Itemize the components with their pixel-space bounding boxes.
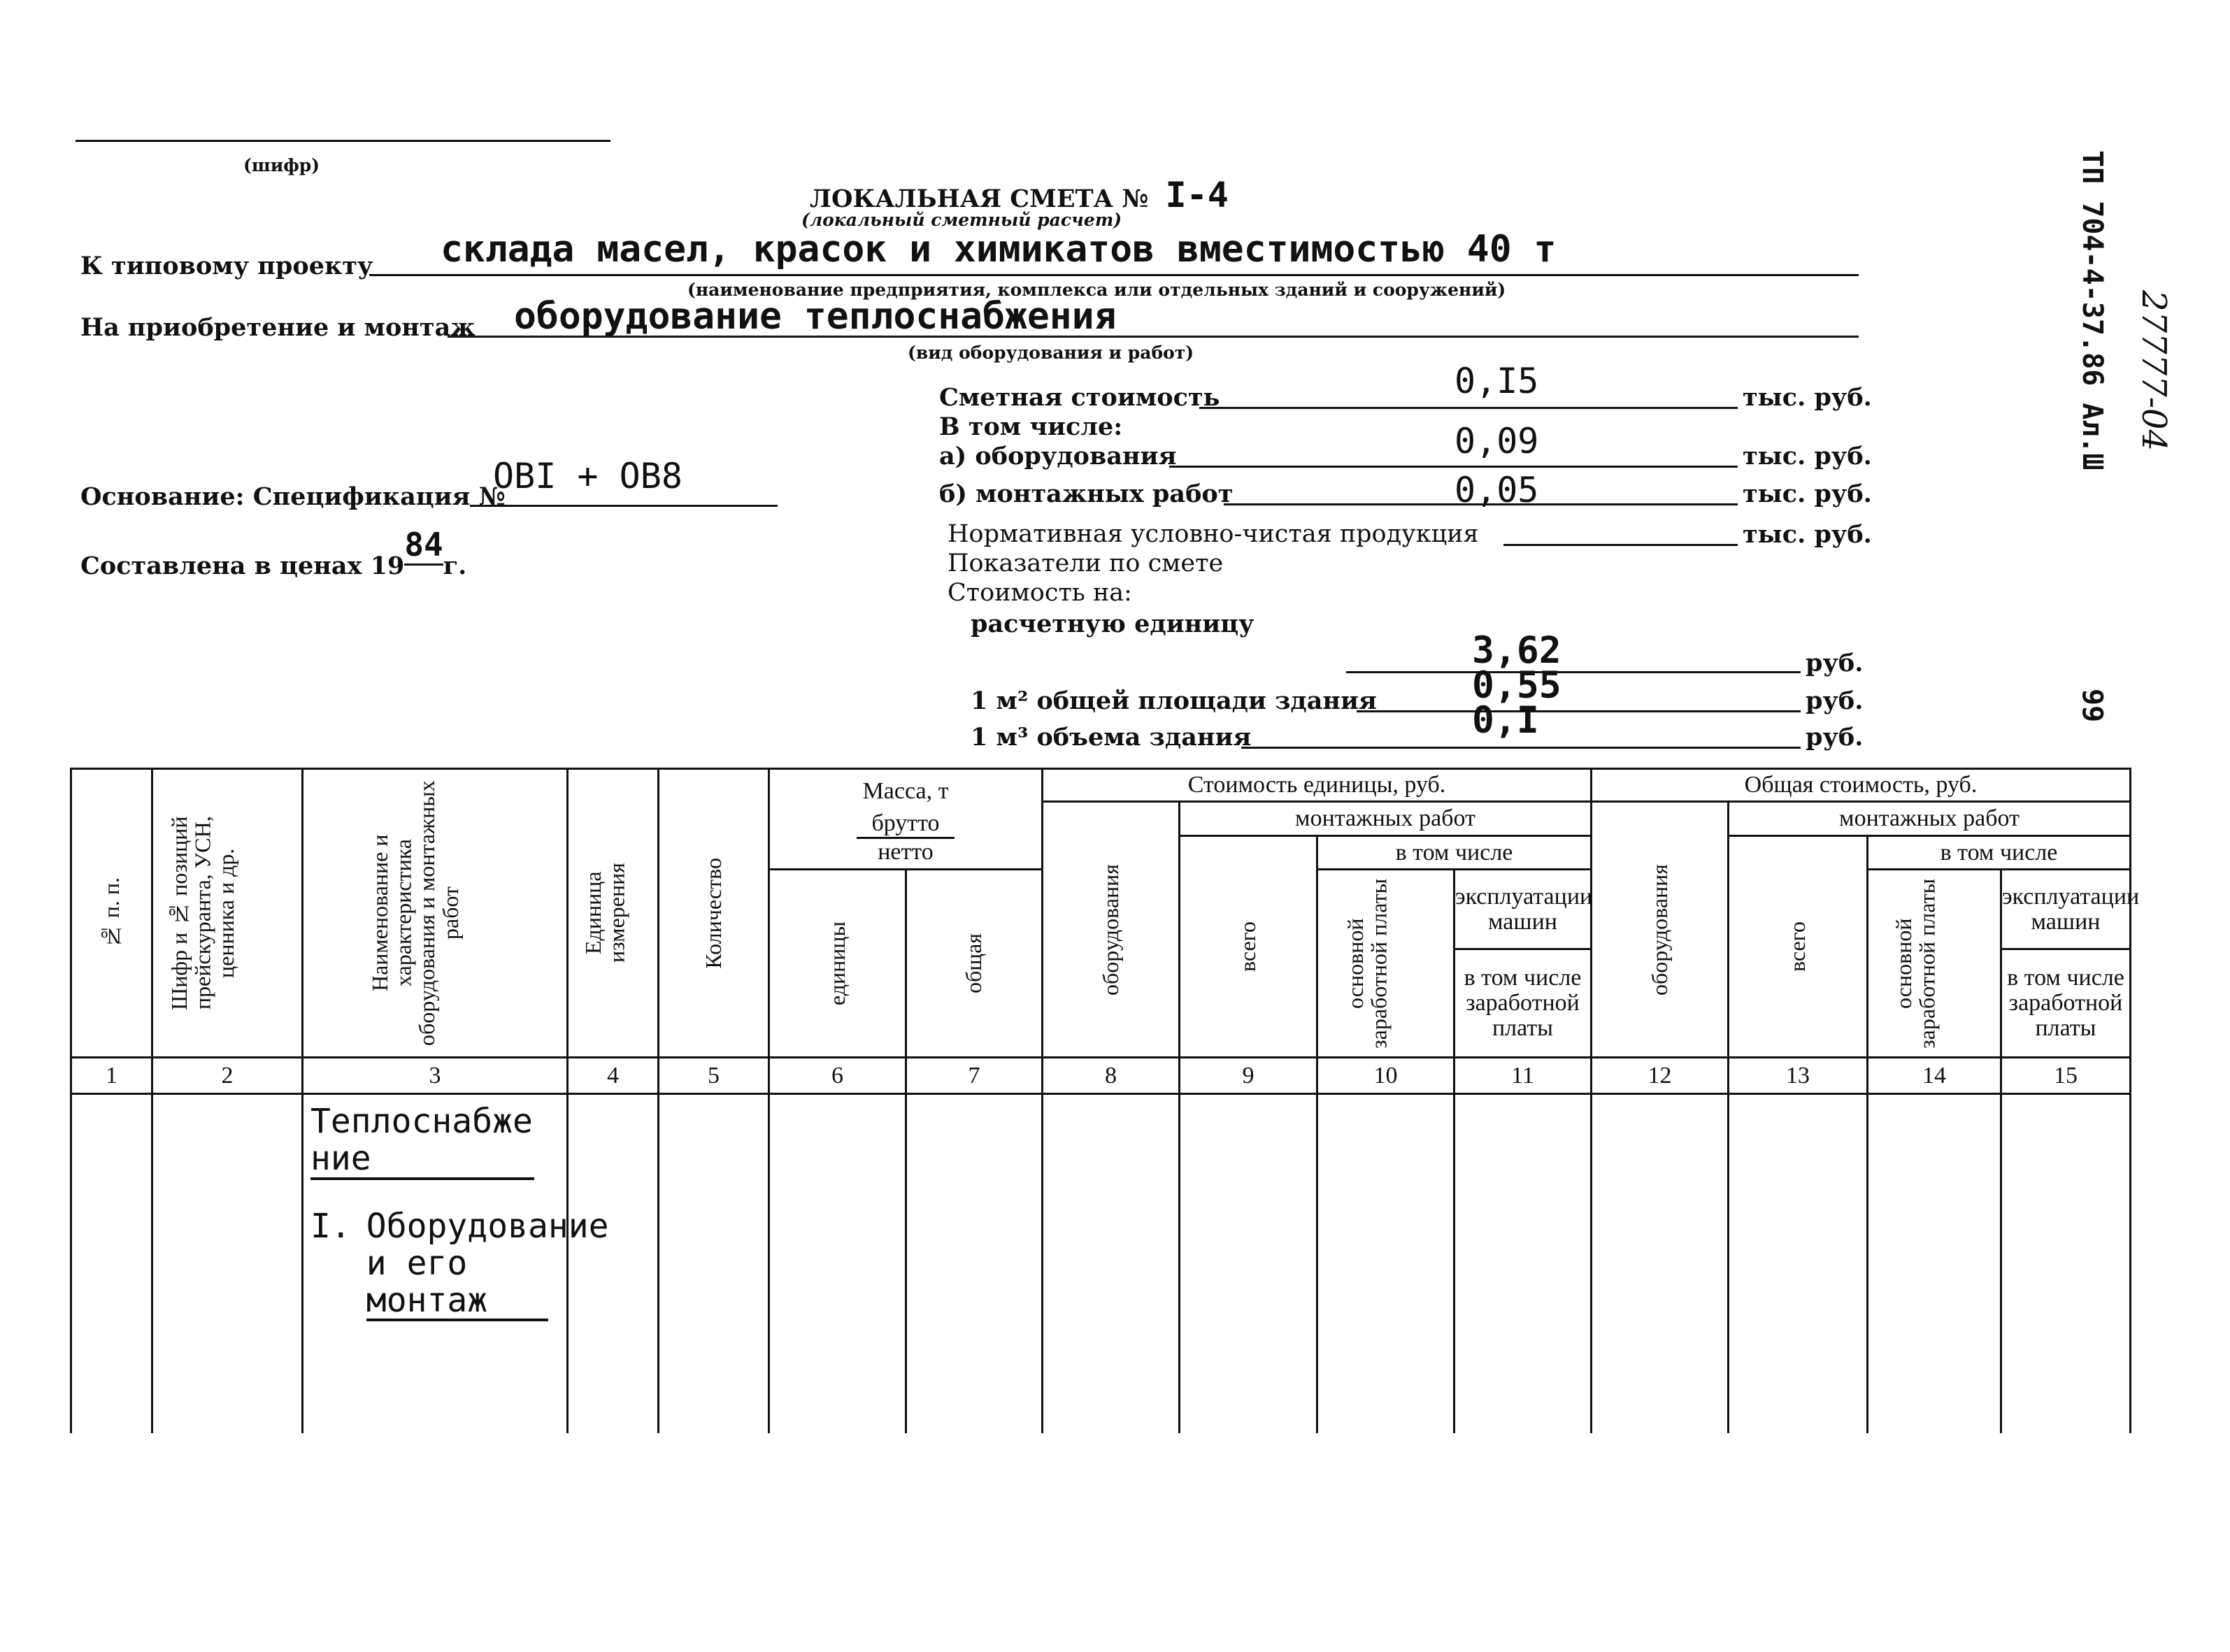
col-number: 2 (152, 1057, 303, 1094)
header-total-machine: эксплуатации машин (2001, 870, 2131, 949)
col-number: 6 (769, 1057, 906, 1094)
side-stamp-page: 99 (2076, 689, 2108, 723)
header-unit: Единица измерения (568, 769, 659, 1058)
purchase-caption: (вид оборудования и работ) (908, 343, 1194, 363)
purchase-value: оборудование теплоснабжения (514, 295, 1117, 338)
equipment-value: 0,09 (1454, 421, 1539, 461)
section-1-number: I. (310, 1207, 351, 1246)
installation-label: б) монтажных работ (939, 480, 1234, 508)
header-unit-incl: в том числе (1317, 835, 1592, 870)
prices-prefix: Составлена в ценах 19 (80, 552, 405, 580)
header-total-base-salary: основной заработной платы (1868, 870, 2001, 1057)
project-line (369, 274, 1859, 276)
estimate-table (70, 768, 2140, 1433)
section-title: Теплоснабжение (310, 1103, 534, 1180)
header-total-incl-salary: в том числе заработной платы (2001, 949, 2131, 1057)
header-name: Наименование и характеристика оборудования и монтажных работ (303, 769, 568, 1058)
column-number-row (71, 1057, 2131, 1094)
per-unit-value: 3,62 (1472, 629, 1561, 672)
per-unit-label: расчетную единицу (971, 610, 1255, 638)
header-cipher: Шифр и № позиций прейскуранта, УСН, ценника и др. (152, 769, 303, 1058)
section-1-text: Оборудование и его монтаж (366, 1208, 548, 1321)
basis-line (470, 505, 778, 507)
equipment-line (1169, 466, 1738, 468)
installation-value: 0,05 (1454, 470, 1539, 510)
header-total-equipment: оборудования (1592, 802, 1729, 1057)
normative-label: Нормативная условно-чистая продукция (948, 520, 1479, 548)
header-total-incl: в том числе (1868, 835, 2131, 870)
cost-per-label: Стоимость на: (948, 579, 1132, 607)
project-label: К типовому проекту (80, 252, 373, 280)
col-number: 4 (568, 1057, 659, 1094)
mass-net: нетто (878, 839, 934, 865)
col-number: 9 (1180, 1057, 1317, 1094)
header-unit-equipment: оборудования (1043, 802, 1180, 1057)
header-mass-unit: единицы (769, 870, 906, 1057)
per-m3-line (1241, 747, 1801, 749)
col-number: 13 (1729, 1057, 1868, 1094)
header-mass-total: общая (906, 870, 1043, 1057)
cipher-caption: (шифр) (243, 155, 320, 175)
table-row (71, 1094, 2131, 1433)
purchase-label: На приобретение и монтаж (80, 313, 476, 342)
mass-label: Масса, т (862, 778, 949, 804)
col-number: 12 (1592, 1057, 1729, 1094)
equipment-unit: тыс. руб. (1743, 442, 1872, 471)
estimate-number: I-4 (1165, 175, 1229, 215)
col-number: 14 (1868, 1057, 2001, 1094)
col-number: 15 (2001, 1057, 2131, 1094)
per-m3-label: 1 м³ объема здания (971, 723, 1252, 752)
header-unit-install: монтажных работ (1180, 802, 1592, 836)
mass-gross: брутто (857, 810, 955, 839)
col-number: 5 (659, 1057, 769, 1094)
normative-line (1503, 544, 1738, 546)
per-unit-unit: руб. (1806, 649, 1864, 677)
project-caption: (наименование предприятия, комплекса или отдельных зданий и сооружений) (687, 280, 1506, 300)
section-1 (310, 1207, 609, 1321)
header-num: № п. п. (71, 769, 152, 1058)
per-m3-value: 0,I (1472, 699, 1539, 742)
installation-unit: тыс. руб. (1743, 480, 1872, 508)
per-m3-unit: руб. (1806, 723, 1864, 752)
project-value: склада масел, красок и химикатов вместимостью 40 т (441, 228, 1557, 271)
col-number: 11 (1454, 1057, 1592, 1094)
normative-unit: тыс. руб. (1743, 520, 1872, 549)
header-total-all: всего (1729, 835, 1868, 1057)
col-number: 8 (1043, 1057, 1180, 1094)
per-unit-line (1346, 671, 1801, 673)
header-qty: Количество (659, 769, 769, 1058)
cipher-line (76, 140, 610, 142)
side-stamp-code: ТП 704-4-37.86 Ал.Ш (2076, 150, 2108, 471)
per-m2-value: 0,55 (1472, 664, 1561, 707)
per-m2-unit: руб. (1806, 687, 1864, 715)
header-total-install: монтажных работ (1729, 802, 2131, 836)
header-mass (769, 769, 1043, 870)
equipment-label: а) оборудования (939, 442, 1177, 471)
col-number: 3 (303, 1057, 568, 1094)
side-stamp-handwritten: 27777-04 (2134, 290, 2173, 451)
estimate-subtitle: (локальный сметный расчет) (801, 210, 1122, 230)
basis-label: Основание: Спецификация № (80, 482, 506, 511)
estimated-cost-unit: тыс. руб. (1743, 383, 1872, 412)
col-number: 7 (906, 1057, 1043, 1094)
estimated-cost-label: Сметная стоимость (939, 383, 1220, 412)
header-unit-cost: Стоимость единицы, руб. (1043, 769, 1592, 802)
per-m2-label: 1 м² общей площади здания (971, 687, 1377, 715)
header-unit-all: всего (1180, 835, 1317, 1057)
prices-year: 84 (404, 526, 443, 566)
estimate-title-label: ЛОКАЛЬНАЯ СМЕТА № (810, 185, 1149, 213)
header-unit-machine: эксплуатации машин (1454, 870, 1592, 949)
basis-value: OBI + OB8 (493, 456, 682, 496)
estimated-cost-value: 0,I5 (1454, 361, 1539, 401)
per-m2-line (1357, 710, 1801, 712)
estimated-cost-line (1199, 407, 1738, 409)
header-unit-base-salary: основной заработной платы (1317, 870, 1454, 1057)
prices-suffix: г. (443, 552, 467, 580)
header-unit-incl-salary: в том числе заработной платы (1454, 949, 1592, 1057)
col-number: 10 (1317, 1057, 1454, 1094)
including-label: В том числе: (939, 412, 1123, 441)
header-total-cost: Общая стоимость, руб. (1592, 769, 2131, 802)
col-number: 1 (71, 1057, 152, 1094)
section-cell (303, 1094, 609, 1433)
indicators-label: Показатели по смете (948, 550, 1224, 577)
prices-label (80, 526, 467, 582)
